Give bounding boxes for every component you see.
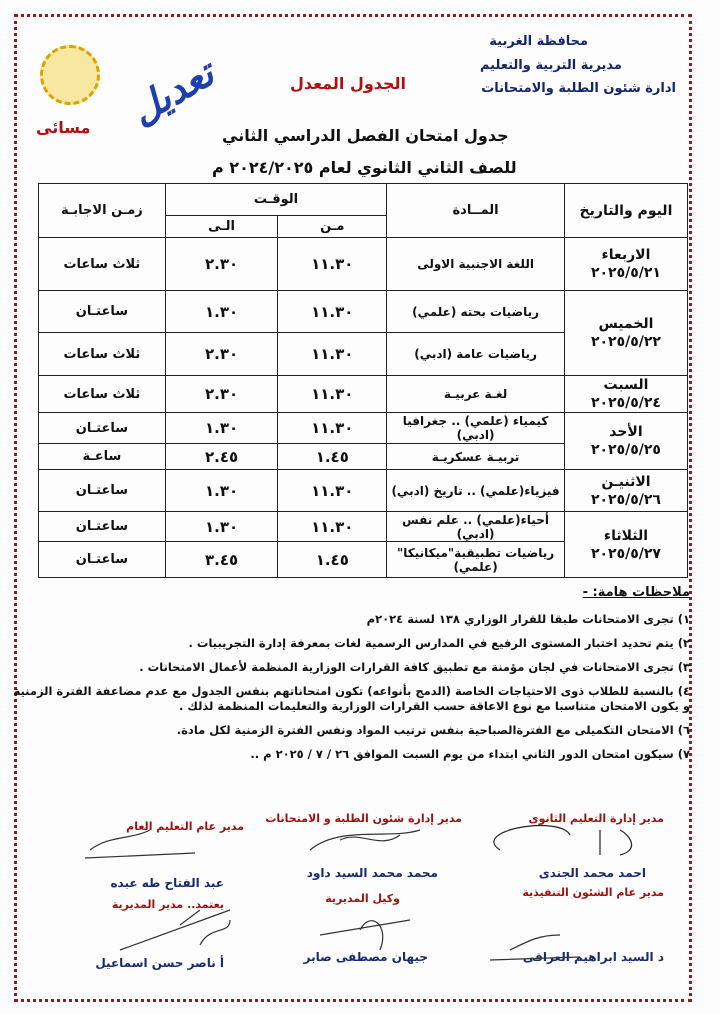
from-time-cell: ١١.٣٠ <box>278 470 387 512</box>
school-label: مسائى <box>36 118 91 137</box>
duration-cell: ساعتـان <box>39 413 166 444</box>
subject-cell: اللغة الاجنبية الاولى <box>387 238 565 291</box>
duration-cell: ثلاث ساعات <box>39 376 166 413</box>
note-item: ٧) سيكون امتحان الدور الثاني ابتداء من يوم السبت الموافق ٢٦ / ٧ / ٢٠٢٥ م .. <box>250 747 690 761</box>
exam-date: ٢٠٢٥/٥/٢٤ <box>590 395 661 411</box>
subject-cell: لغـة عربيـة <box>387 376 565 413</box>
header-to: الـى <box>165 216 278 238</box>
signature-title: مدير إدارة التعليم الثانوى <box>528 812 664 825</box>
day-name: السبت <box>603 377 649 393</box>
subject-cell: تربيـة عسكريـة <box>387 444 565 470</box>
exam-date: ٢٠٢٥/٥/٢٧ <box>590 545 661 562</box>
note-item: ١) تجرى الامتحانات طبقا للقرار الوزاري ١٣٨ لسنة ٢٠٢٤م <box>366 612 690 626</box>
from-time-cell: ١.٤٥ <box>278 542 387 578</box>
subject-cell: رياضيات تطبيقية"ميكانيكا"(علمي) <box>387 542 565 578</box>
signature-title: مدير إدارة شئون الطلبة و الامتحانات <box>265 812 462 825</box>
to-time-cell: ٣.٤٥ <box>165 542 278 578</box>
duration-cell: ساعتـان <box>39 512 166 542</box>
subject-cell: فيزياء(علمي) .. تاريخ (ادبي) <box>387 470 565 512</box>
to-time-cell: ١.٣٠ <box>165 413 278 444</box>
exam-date: ٢٠٢٥/٥/٢٦ <box>590 491 661 508</box>
to-time-cell: ٢.٤٥ <box>165 444 278 470</box>
subject-cell: رياضيات بحته (علمي) <box>387 291 565 333</box>
header-subject: المــادة <box>387 184 565 238</box>
signature-title: مدير عام التعليم العام <box>126 820 244 833</box>
note-item: ٢) يتم تحديد اختبار المستوى الرفيع في المدارس الرسمية لغات بمعرفة إدارة التجريبيات . <box>188 636 690 650</box>
signature-name: د السيد ابراهيم العراقى <box>522 950 664 964</box>
signature-name: احمد محمد الجندى <box>538 866 646 880</box>
header-time: الوقـت <box>165 184 386 216</box>
duration-cell: ساعتـان <box>39 470 166 512</box>
signature-title: مدير عام الشئون التنفيذية <box>522 886 664 899</box>
to-time-cell: ٢.٣٠ <box>165 376 278 413</box>
header-from: مـن <box>278 216 387 238</box>
from-time-cell: ١١.٣٠ <box>278 376 387 413</box>
day-name: الأحد <box>609 424 643 440</box>
day-name: الاربعاء <box>601 247 651 263</box>
exam-date: ٢٠٢٥/٥/٢١ <box>590 265 661 281</box>
duration-cell: ثلاث ساعات <box>39 333 166 376</box>
signature-name: عبد الفتاح طه عبده <box>110 876 224 890</box>
duration-cell: ساعـة <box>39 444 166 470</box>
signature-title: وكيل المديرية <box>325 892 400 905</box>
header-day: اليوم والتاريخ <box>564 184 687 238</box>
duration-cell: ثلاث ساعات <box>39 238 166 291</box>
day-name: الثلاثاء <box>603 527 648 544</box>
subject-cell: رياضيات عامة (ادبي) <box>387 333 565 376</box>
duration-cell: ساعتـان <box>39 291 166 333</box>
to-time-cell: ٢.٣٠ <box>165 238 278 291</box>
page-subtitle: للصف الثاني الثانوي لعام ٢٠٢٤/٢٠٢٥ م <box>212 158 517 177</box>
to-time-cell: ٢.٣٠ <box>165 333 278 376</box>
from-time-cell: ١١.٣٠ <box>278 238 387 291</box>
day-name: الاثنيـن <box>601 473 651 490</box>
to-time-cell: ١.٣٠ <box>165 512 278 542</box>
department: ادارة شئون الطلبة والامتحانات <box>481 81 676 96</box>
exam-date: ٢٠٢٥/٥/٢٥ <box>590 442 661 458</box>
signature-name: جيهان مصطفى صابر <box>303 950 428 964</box>
from-time-cell: ١١.٣٠ <box>278 413 387 444</box>
exam-date: ٢٠٢٥/٥/٢٢ <box>590 334 661 350</box>
duration-cell: ساعتـان <box>39 542 166 578</box>
subject-cell: كيمياء (علمي) .. جغرافيا (ادبي) <box>387 413 565 444</box>
note-item: ٤) بالنسبة للطلاب ذوى الاحتياجات الخاصة (الدمج بأنواعه) تكون امتحاناتهم بنفس الجدول مع عدم مضاعفة الفترة الزمنية و يكون الامتحان متناسبا مع نوع الاعاقة حسب القرارات الوزارية والتعليمات المنظمة لذلك . <box>13 684 690 713</box>
from-time-cell: ١.٤٥ <box>278 444 387 470</box>
header-duration: زمـن الاجابـة <box>39 184 166 238</box>
from-time-cell: ١١.٣٠ <box>278 291 387 333</box>
to-time-cell: ١.٣٠ <box>165 470 278 512</box>
handwritten-stamp: تعديل <box>122 50 222 134</box>
modified-label: الجدول المعدل <box>290 74 407 93</box>
to-time-cell: ١.٣٠ <box>165 291 278 333</box>
directorate: مديرية التربية والتعليم <box>479 58 622 73</box>
from-time-cell: ١١.٣٠ <box>278 512 387 542</box>
notes-heading: ملاحظات هامة: - <box>582 585 690 600</box>
from-time-cell: ١١.٣٠ <box>278 333 387 376</box>
page-title: جدول امتحان الفصل الدراسي الثاني <box>222 126 509 145</box>
signature-name: محمد محمد السيد داود <box>306 866 438 880</box>
signature-title: يعتمد.. مدير المديرية <box>111 898 224 911</box>
day-name: الخميس <box>598 316 654 332</box>
signature-name: أ ناصر حسن اسماعيل <box>95 956 224 970</box>
subject-cell: أحياء(علمي) .. علم نفس (ادبي) <box>387 512 565 542</box>
note-item: ٣) تجرى الامتحانات في لجان مؤمنة مع تطبيق كافة القرارات الوزارية المنظمة لأعمال الامتحانات . <box>139 660 690 674</box>
note-item: ٦) الامتحان التكميلى مع الفترةالصباحية بنفس ترتيب المواد ونفس الفترة الزمنية لكل مادة. <box>176 723 690 737</box>
governorate: محافظة الغربية <box>489 34 588 49</box>
